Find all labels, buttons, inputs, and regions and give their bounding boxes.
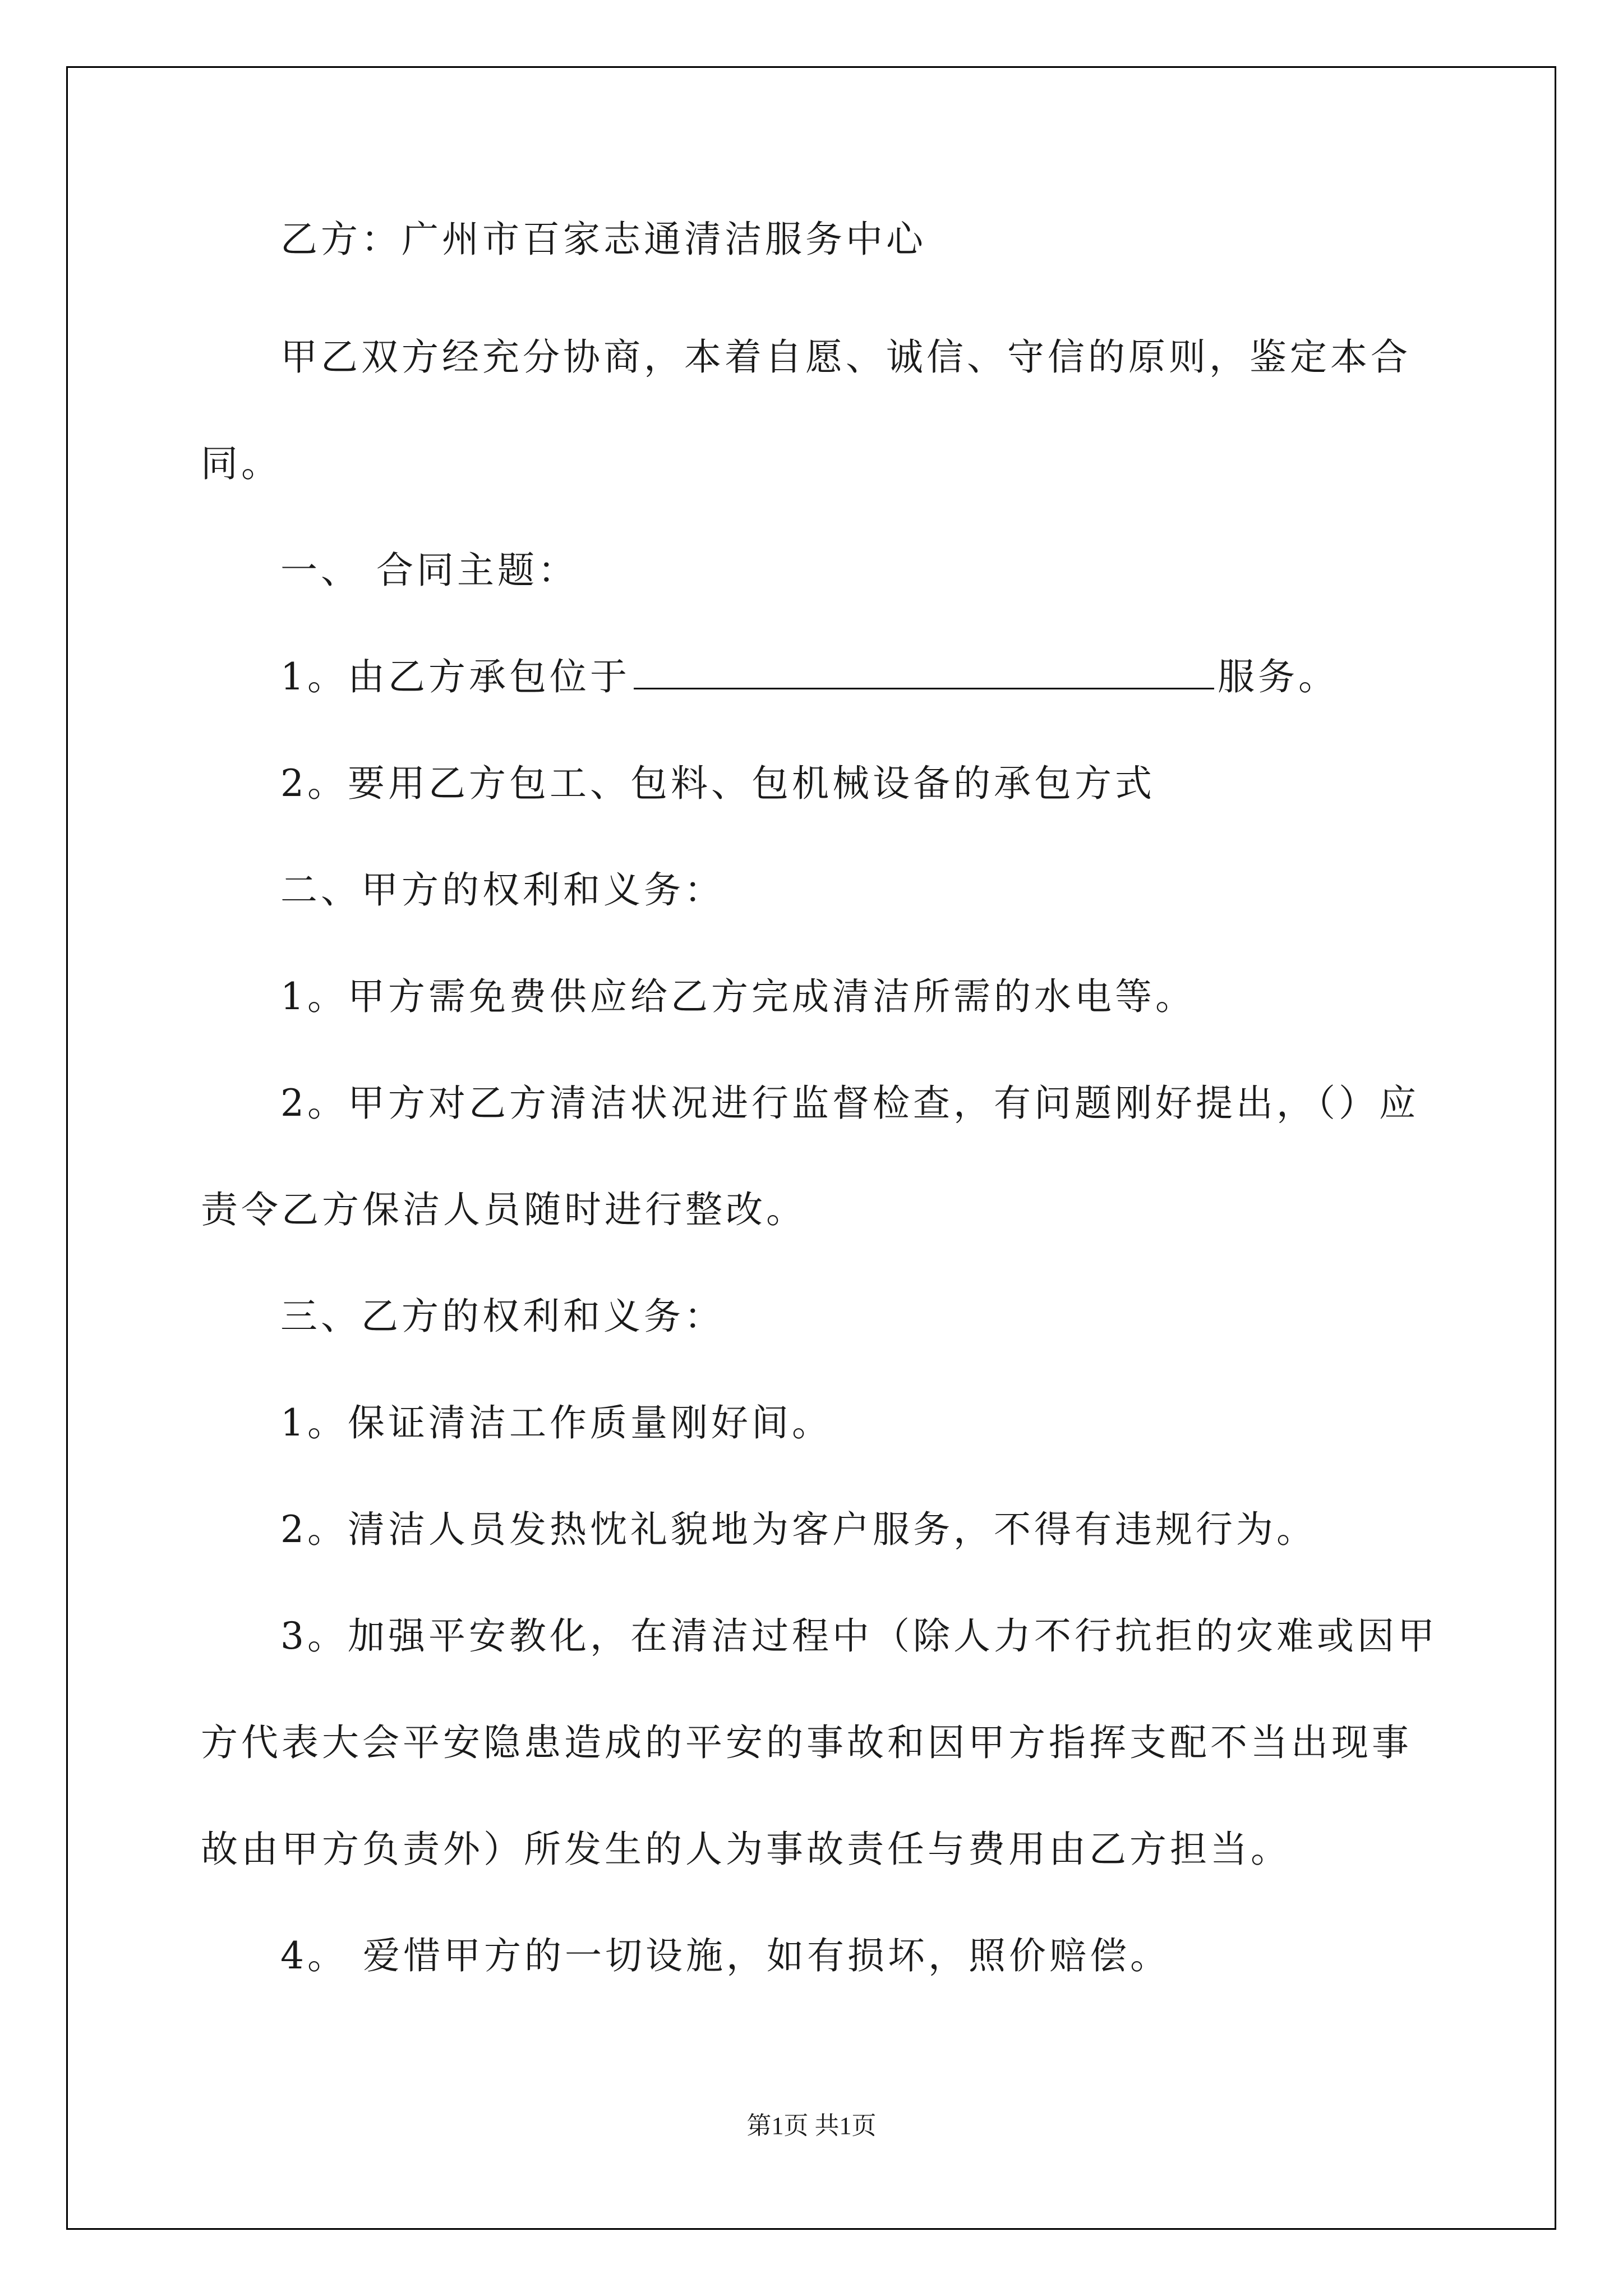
section-1-item-1: [280, 652, 1339, 702]
section-3-item-3-line-3: 故由甲方负责外）所发生的人为事故责任与费用由乙方担当。: [201, 1828, 1291, 1871]
page-number-footer: 第1页 共1页: [746, 2112, 877, 2139]
section-1-item-1-suffix: 服务。: [1218, 655, 1339, 698]
preamble-line-1: 甲乙双方经充分协商，本着自愿、诚信、守信的原则，鉴定本合: [280, 335, 1411, 379]
fill-in-blank: [634, 654, 1214, 689]
section-2-heading: 二、甲方的权利和义务：: [280, 868, 725, 912]
section-3-item-3-line-1: 3。加强平安教化，在清洁过程中（除人力不行抗拒的灾难或因甲: [280, 1614, 1438, 1658]
preamble-line-2: 同。: [201, 442, 282, 485]
section-1-item-2: 2。要用乙方包工、包料、包机械设备的承包方式: [280, 762, 1155, 805]
section-3-heading: 三、乙方的权利和义务：: [280, 1295, 725, 1338]
section-2-item-1: 1。甲方需免费供应给乙方完成清洁所需的水电等。: [280, 975, 1196, 1018]
section-3-item-3-line-2: 方代表大会平安隐患造成的平安的事故和因甲方指挥支配不当出现事: [201, 1721, 1412, 1764]
section-1-heading: 一、 合同主题：: [280, 549, 578, 592]
section-3-item-2: 2。清洁人员发热忱礼貌地为客户服务，不得有违规行为。: [280, 1508, 1317, 1551]
section-3-item-1: 1。保证清洁工作质量刚好间。: [280, 1401, 832, 1444]
page-border: [66, 66, 1556, 2230]
section-3-item-4: 4。 爱惜甲方的一切设施，如有损坏，照价赔偿。: [280, 1934, 1170, 1977]
section-2-item-2-line-2: 责令乙方保洁人员随时进行整改。: [201, 1188, 806, 1231]
section-1-item-1-text: 1。由乙方承包位于: [280, 655, 630, 698]
party-b-line: 乙方：广州市百家志通清洁服务中心: [280, 218, 926, 261]
section-2-item-2-line-1: 2。甲方对乙方清洁状况进行监督检查，有问题刚好提出，（）应: [280, 1082, 1419, 1125]
